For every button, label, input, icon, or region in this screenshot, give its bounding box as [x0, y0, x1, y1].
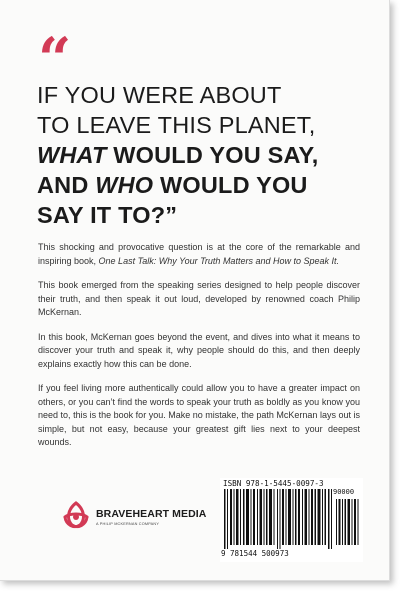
headline-line-3	[37, 140, 382, 170]
headline-line-5: SAY IT TO?”	[37, 202, 178, 228]
headline-line-4-rest: WOULD YOU	[153, 172, 308, 198]
quote-mark-icon: “	[38, 25, 72, 93]
publisher-tagline: A PHILIP MCKERNAN COMPANY	[96, 522, 160, 526]
blurb	[38, 241, 360, 461]
headline-quote	[37, 80, 382, 230]
publisher-logo	[60, 497, 210, 537]
headline-emphasis-what: WHAT	[37, 142, 107, 168]
isbn-barcode	[220, 478, 363, 562]
headline-line-2: TO LEAVE THIS PLANET,	[37, 112, 316, 138]
blurb-p1-text: This shocking and provocative question is at the core of the remarkable and inspiring book,	[38, 242, 360, 266]
barcode-bars	[222, 489, 362, 549]
headline-line-4	[37, 170, 382, 200]
isbn-number: ISBN 978-1-5445-0097-3	[223, 479, 324, 488]
headline-emphasis-who: WHO	[95, 172, 154, 198]
blurb-paragraph-3: In this book, McKernan goes beyond the event, and dives into what it means to discover your truth and speak it, why people should do this, and then deeply explains exactly how this can be done.	[38, 331, 360, 369]
barcode-digits: 9 781544 500973	[221, 549, 289, 558]
publisher-name: BRAVEHEART MEDIA	[96, 508, 207, 520]
headline-line-3-rest: WOULD YOU SAY,	[106, 142, 319, 168]
headline-line-1: IF YOU WERE ABOUT	[37, 82, 282, 108]
blurb-paragraph-1	[38, 241, 360, 268]
price-code: 90000	[333, 488, 355, 496]
blurb-paragraph-2: This book emerged from the speaking series designed to help people discover their truth, and then speak it out loud, developed by renowned coach Philip McKernan.	[38, 280, 360, 317]
headline-line-4-pre: AND	[37, 172, 96, 198]
book-title: One Last Talk: Why Your Truth Matters and How to Speak It.	[98, 255, 339, 266]
celtic-knot-icon	[60, 499, 92, 531]
blurb-paragraph-4: If you feel living more authentically could allow you to have a greater impact on others, or you can’t find the words to speak your truth as boldly as you know you need to, this is the book for you. Make no mistake, the path McKernan lays out is simple, but not easy, because your greatest gift lies next to your deepest wounds.	[38, 383, 360, 447]
